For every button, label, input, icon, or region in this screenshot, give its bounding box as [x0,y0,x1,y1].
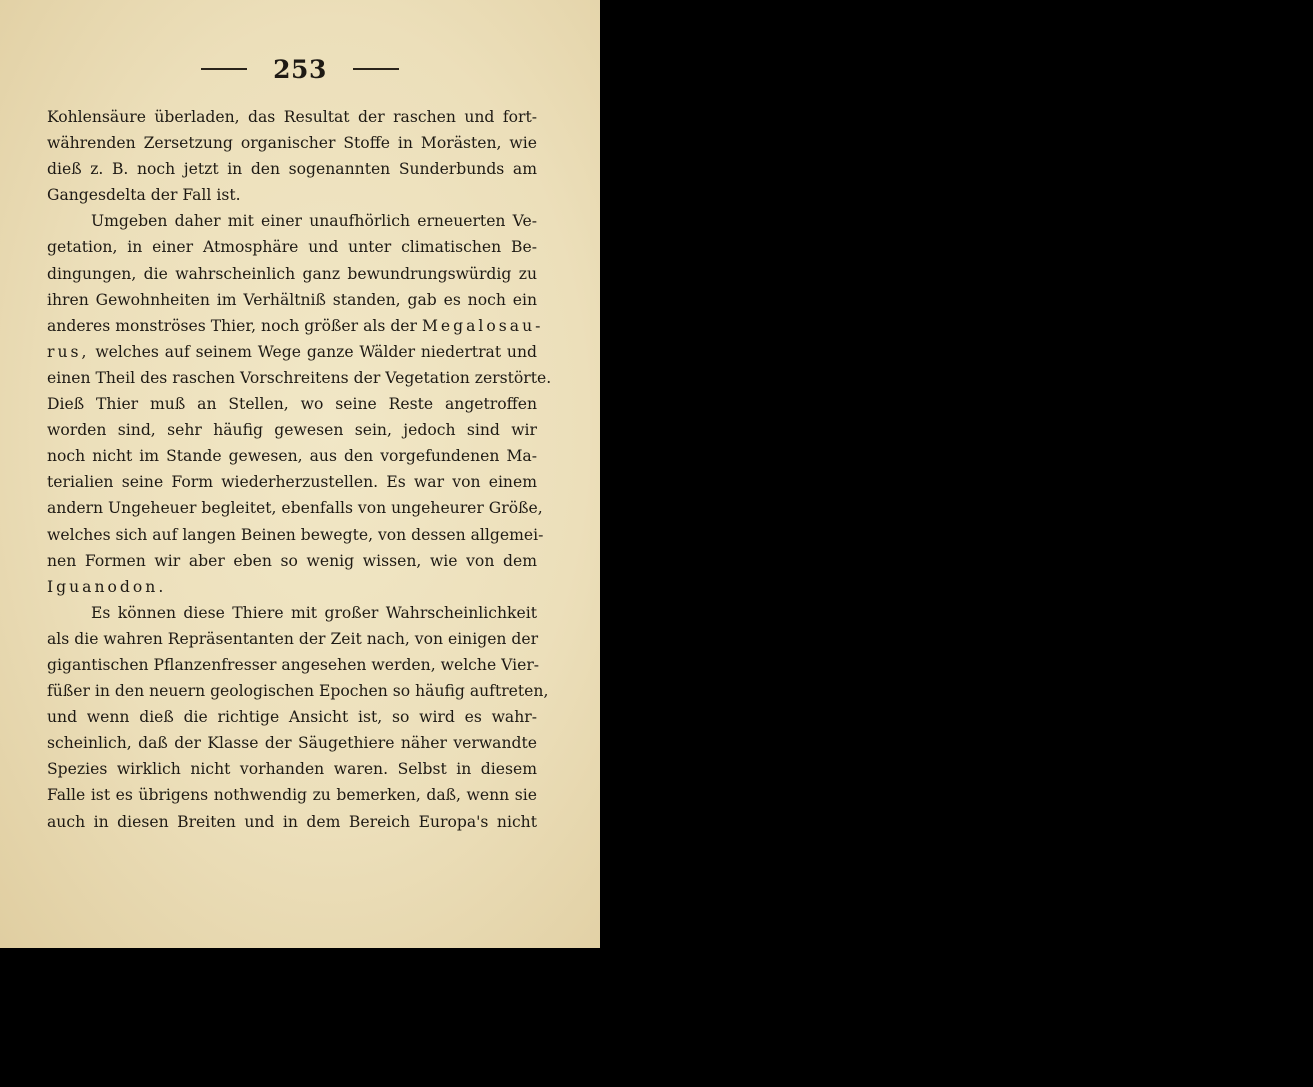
spaced-word-iguanodon: Iguanodon. [47,577,167,596]
text-line-18: nen Formen wir aber eben so wenig wissen, wie von dem [47,551,537,570]
text-line-24: und wenn dieß die richtige Ansicht ist, so wird es wahr- [47,708,537,727]
text-line-20: Es können diese Thiere mit großer Wahrscheinlichkeit [91,603,537,622]
body-text [47,104,552,835]
header-rule-left [201,68,247,70]
spaced-word-rus: rus, [47,342,90,361]
text-line-14: noch nicht im Stande gewesen, aus den vorgefundenen Ma- [47,447,537,466]
text-line-19 [47,574,537,600]
text-line-6: getation, in einer Atmosphäre und unter climatischen Be- [47,238,537,257]
text-line-11: einen Theil des raschen Vorschreitens der Vegetation zerstörte. [47,368,552,387]
text-line-15: terialien seine Form wiederherzustellen. Es war von einem [47,473,537,492]
text-line-26: Spezies wirklich nicht vorhanden waren. Selbst in diesem [47,760,537,779]
text-line-12: Dieß Thier muß an Stellen, wo seine Reste angetroffen [47,395,537,414]
text-line-8: ihren Gewohnheiten im Verhältniß standen, gab es noch ein [47,290,537,309]
text-line-28: auch in diesen Breiten und in dem Bereich Europa's nicht [47,812,537,831]
text-line-21: als die wahren Repräsentanten der Zeit nach, von einigen der [47,629,539,648]
text-line-10: rus, welches auf seinem Wege ganze Wälder niedertrat und [47,342,537,361]
text-line-5: Umgeben daher mit einer unaufhörlich erneuerten Ve- [91,212,537,231]
spaced-word-megalosaurus: Megalosau- [421,316,544,335]
text-line-1: Kohlensäure überladen, das Resultat der raschen und fort- [47,108,537,126]
text-line-25: scheinlich, daß der Klasse der Säugethiere näher verwandte [47,734,537,753]
text-line-4: Gangesdelta der Fall ist. [47,186,241,205]
text-line-27: Falle ist es übrigens nothwendig zu bemerken, daß, wenn sie [47,786,537,805]
text-line-3: dieß z. B. noch jetzt in den sogenannten Sunderbunds am [47,160,537,179]
text-line-13: worden sind, sehr häufig gewesen sein, jedoch sind wir [47,421,537,440]
page-header [0,52,600,86]
text-line-17: welches sich auf langen Beinen bewegte, von dessen allgemei- [47,525,544,544]
page-number: 253 [273,54,327,84]
text-line-2: währenden Zersetzung organischer Stoffe in Morästen, wie [47,134,537,153]
text-line-7: dingungen, die wahrscheinlich ganz bewundrungswürdig zu [47,264,537,283]
book-page [0,0,600,948]
header-rule-right [353,68,399,70]
text-line-22: gigantischen Pflanzenfresser angesehen werden, welche Vier- [47,655,540,674]
text-line-9: anderes monströses Thier, noch größer als der Megalosau- [47,316,544,335]
text-line-23: füßer in den neuern geologischen Epochen so häufig auftreten, [47,682,549,701]
text-line-16: andern Ungeheuer begleitet, ebenfalls von ungeheurer Größe, [47,499,543,518]
